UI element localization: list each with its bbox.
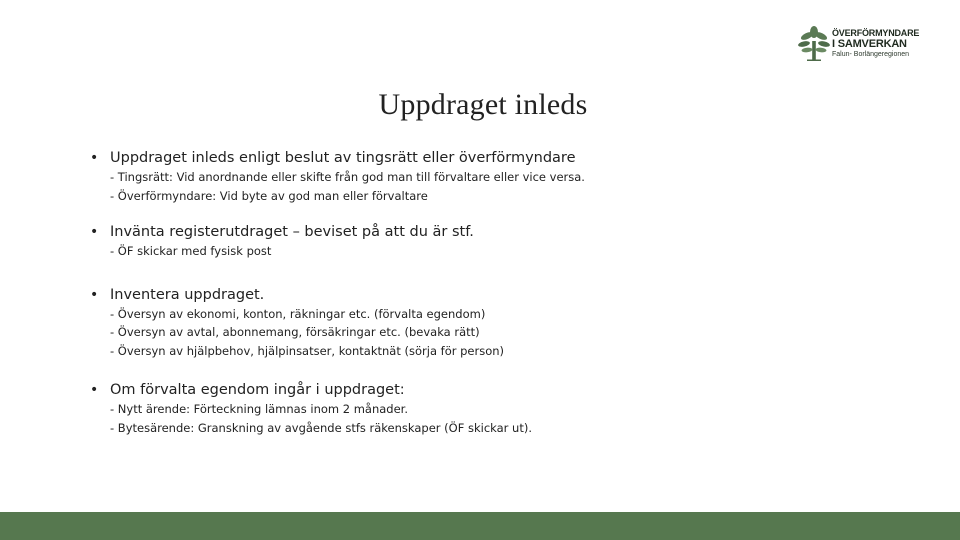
- sub-item: - Översyn av avtal, abonnemang, försäkringar etc. (bevaka rätt): [110, 325, 480, 339]
- bullet-item: [90, 222, 910, 242]
- bullet-dot: •: [90, 150, 99, 166]
- footer-bar: [0, 512, 960, 540]
- bullet-dot: •: [90, 382, 99, 398]
- bullet-item: [90, 285, 910, 305]
- logo-line-1: ÖVERFÖRMYNDARE: [832, 28, 920, 38]
- bullet-item: [90, 380, 910, 400]
- bullet-dot: •: [90, 286, 99, 303]
- bullet-group: [90, 148, 910, 205]
- sub-item: - Översyn av hjälpbehov, hjälpinsatser, kontaktnät (sörja för person): [110, 343, 505, 358]
- logo-line-3: Falun- Borlängeregionen: [832, 51, 910, 58]
- bullet-text: Om förvalta egendom ingår i uppdraget:: [110, 382, 405, 398]
- bullet-group: [90, 222, 910, 261]
- sub-item: - Översyn av ekonomi, konton, räkningar etc. (förvalta egendom): [110, 306, 486, 321]
- bullet-list: [90, 148, 910, 437]
- tree-icon: [798, 24, 830, 62]
- organization-logo: [798, 24, 920, 64]
- bullet-text: Inventera uppdraget.: [110, 286, 265, 303]
- sub-item: - Nytt ärende: Förteckning lämnas inom 2 månader.: [110, 402, 409, 416]
- bullet-item: [90, 148, 910, 168]
- bullet-text: Uppdraget inleds enligt beslut av tingsrätt eller överförmyndare: [110, 150, 576, 166]
- bullet-dot: •: [90, 224, 99, 240]
- sub-item: - ÖF skickar med fysisk post: [110, 244, 272, 258]
- bullet-group: [90, 285, 910, 361]
- logo-line-2: I SAMVERKAN: [832, 38, 907, 50]
- sub-item: - Överförmyndare: Vid byte av god man eller förvaltare: [110, 188, 428, 203]
- bullet-text: Invänta registerutdraget – beviset på att du är stf.: [110, 224, 474, 240]
- slide-title: Uppdraget inleds: [378, 88, 588, 121]
- sub-item: - Tingsrätt: Vid anordnande eller skifte från god man till förvaltare eller vice versa.: [110, 170, 585, 184]
- bullet-group: [90, 380, 910, 437]
- logo-text: [832, 28, 919, 59]
- sub-item: - Bytesärende: Granskning av avgående stfs räkenskaper (ÖF skickar ut).: [110, 420, 532, 435]
